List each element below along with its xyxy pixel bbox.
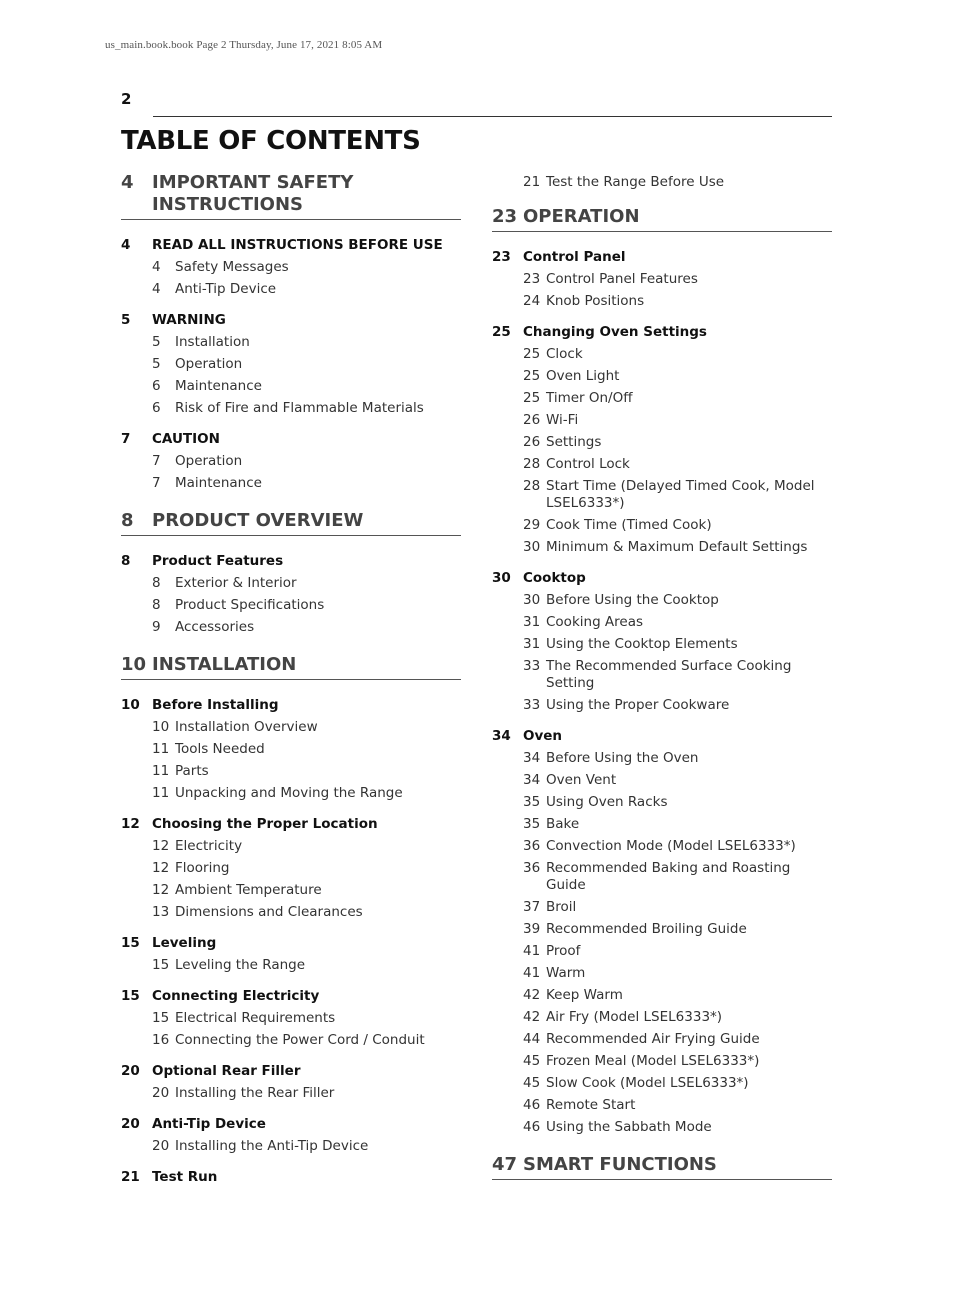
entry-page-number: 13 — [152, 903, 170, 920]
entry-page-number: 11 — [152, 740, 170, 757]
toc-entry[interactable] — [492, 453, 832, 475]
section-title: INSTALLATION — [152, 654, 297, 675]
toc-entry[interactable] — [492, 514, 832, 536]
group-title: Changing Oven Settings — [523, 324, 707, 340]
group-heading[interactable] — [492, 725, 832, 747]
toc-entry[interactable] — [492, 835, 832, 857]
entry-title: Convection Mode (Model LSEL6333*) — [546, 837, 796, 854]
toc-entry[interactable] — [121, 901, 461, 923]
entry-title: Operation — [175, 452, 243, 469]
entry-page-number: 4 — [152, 258, 161, 275]
toc-entry[interactable] — [492, 984, 832, 1006]
toc-entry[interactable] — [492, 1028, 832, 1050]
entry-title: Tools Needed — [175, 740, 265, 757]
toc-entry[interactable] — [492, 1072, 832, 1094]
toc-entry[interactable] — [121, 1135, 461, 1157]
group-heading[interactable] — [121, 694, 461, 716]
entry-title: Electricity — [175, 837, 243, 854]
entry-title: Clock — [546, 345, 583, 362]
group-heading[interactable] — [121, 1113, 461, 1135]
entry-title: Air Fry (Model LSEL6333*) — [546, 1008, 723, 1025]
group-heading[interactable] — [121, 428, 461, 450]
section-heading[interactable] — [121, 654, 461, 680]
section-title: IMPORTANT SAFETY INSTRUCTIONS — [152, 172, 354, 215]
toc-entry[interactable] — [121, 716, 461, 738]
entry-page-number: 6 — [152, 377, 161, 394]
entry-title: Accessories — [175, 618, 255, 635]
toc-entry[interactable] — [121, 1029, 461, 1051]
entry-title: Exterior & Interior — [175, 574, 297, 591]
group-page-number: 25 — [492, 324, 511, 340]
section-page-number: 10 — [121, 654, 147, 675]
toc-entry[interactable] — [492, 1094, 832, 1116]
entry-page-number: 26 — [523, 411, 541, 428]
entry-title: Product Specifications — [175, 596, 325, 613]
entry-page-number: 9 — [152, 618, 161, 635]
group-page-number: 4 — [121, 237, 131, 253]
entry-page-number: 42 — [523, 986, 541, 1003]
entry-page-number: 6 — [152, 399, 161, 416]
group-heading[interactable] — [121, 1060, 461, 1082]
group-heading[interactable] — [121, 309, 461, 331]
entry-page-number: 42 — [523, 1008, 541, 1025]
entry-title: Knob Positions — [546, 292, 645, 309]
entry-title: Dimensions and Clearances — [175, 903, 363, 920]
toc-entry[interactable] — [492, 611, 832, 633]
entry-page-number: 37 — [523, 898, 541, 915]
group-title: Cooktop — [523, 570, 586, 586]
entry-title: Proof — [546, 942, 581, 959]
section-title: SMART FUNCTIONS — [523, 1154, 717, 1175]
entry-page-number: 28 — [523, 477, 541, 494]
entry-page-number: 34 — [523, 771, 541, 788]
entry-page-number: 35 — [523, 793, 541, 810]
entry-title: Slow Cook (Model LSEL6333*) — [546, 1074, 749, 1091]
entry-page-number: 20 — [152, 1137, 170, 1154]
group-heading[interactable] — [492, 246, 832, 268]
toc-entry[interactable] — [492, 694, 832, 716]
entry-title: Risk of Fire and Flammable Materials — [175, 399, 424, 416]
toc-entry[interactable] — [492, 290, 832, 312]
group-heading[interactable] — [121, 234, 461, 256]
toc-group — [121, 813, 461, 923]
entry-page-number: 41 — [523, 964, 541, 981]
print-header: us_main.book.book Page 2 Thursday, June 17, 2021 8:05 AM — [105, 39, 383, 51]
entry-title: Recommended Air Frying Guide — [546, 1030, 760, 1047]
top-rule — [153, 116, 832, 117]
entry-title: Recommended Broiling Guide — [546, 920, 747, 937]
toc-entry[interactable] — [121, 572, 461, 594]
entry-title: Warm — [546, 964, 586, 981]
group-page-number: 15 — [121, 935, 140, 951]
entry-title: Installing the Rear Filler — [175, 1084, 335, 1101]
entry-page-number: 31 — [523, 635, 541, 652]
section-page-number: 4 — [121, 172, 134, 193]
toc-entry[interactable] — [492, 791, 832, 813]
toc-entry[interactable] — [492, 918, 832, 940]
entry-page-number: 5 — [152, 333, 161, 350]
entry-title: Using Oven Racks — [546, 793, 668, 810]
entry-title: Control Panel Features — [546, 270, 698, 287]
entry-page-number: 25 — [523, 367, 541, 384]
entry-page-number: 30 — [523, 538, 541, 555]
toc-entry[interactable] — [121, 256, 461, 278]
entry-page-number: 39 — [523, 920, 541, 937]
toc-entry[interactable] — [492, 940, 832, 962]
entry-page-number: 24 — [523, 292, 541, 309]
entry-title: Operation — [175, 355, 243, 372]
group-title: Control Panel — [523, 249, 626, 265]
entry-page-number: 25 — [523, 389, 541, 406]
entry-page-number: 44 — [523, 1030, 541, 1047]
group-title: Choosing the Proper Location — [152, 816, 378, 832]
group-title: READ ALL INSTRUCTIONS BEFORE USE — [152, 237, 443, 253]
entry-title: Using the Sabbath Mode — [546, 1118, 712, 1135]
entry-title: Timer On/Off — [546, 389, 633, 406]
entry-page-number: 20 — [152, 1084, 170, 1101]
group-page-number: 15 — [121, 988, 140, 1004]
toc-group — [121, 428, 461, 494]
group-title: Before Installing — [152, 697, 279, 713]
entry-page-number: 31 — [523, 613, 541, 630]
group-page-number: 5 — [121, 312, 131, 328]
toc-entry[interactable] — [121, 616, 461, 638]
toc-entry[interactable] — [492, 589, 832, 611]
group-page-number: 8 — [121, 553, 131, 569]
toc-entry[interactable] — [492, 409, 832, 431]
entry-page-number: 5 — [152, 355, 161, 372]
group-title: CAUTION — [152, 431, 220, 447]
entry-title: Minimum & Maximum Default Settings — [546, 538, 808, 555]
toc-entry[interactable] — [492, 343, 832, 365]
toc-entry[interactable] — [492, 268, 832, 290]
toc-group — [492, 567, 832, 716]
entry-page-number: 35 — [523, 815, 541, 832]
toc-entry[interactable] — [121, 954, 461, 976]
group-heading[interactable] — [121, 985, 461, 1007]
toc-entry[interactable] — [121, 760, 461, 782]
toc-entry[interactable] — [121, 1082, 461, 1104]
entry-title: Ambient Temperature — [175, 881, 322, 898]
group-page-number: 23 — [492, 249, 511, 265]
entry-title: Remote Start — [546, 1096, 636, 1113]
toc-entry[interactable] — [121, 331, 461, 353]
entry-title: Maintenance — [175, 474, 262, 491]
entry-page-number: 23 — [523, 270, 541, 287]
entry-page-number: 30 — [523, 591, 541, 608]
group-heading[interactable] — [492, 567, 832, 589]
toc-entry[interactable] — [492, 962, 832, 984]
entry-page-number: 45 — [523, 1052, 541, 1069]
toc-entry[interactable] — [492, 475, 832, 514]
entry-page-number: 8 — [152, 596, 161, 613]
group-heading[interactable] — [121, 1166, 461, 1188]
entry-title: Safety Messages — [175, 258, 289, 275]
toc-group — [492, 725, 832, 1138]
entry-page-number: 28 — [523, 455, 541, 472]
toc-entry[interactable] — [492, 1116, 832, 1138]
entry-title: Using the Cooktop Elements — [546, 635, 738, 652]
entry-title: Control Lock — [546, 455, 630, 472]
toc-entry[interactable] — [121, 738, 461, 760]
entry-title: Test the Range Before Use — [546, 174, 725, 190]
section-page-number: 23 — [492, 206, 518, 227]
section-title: OPERATION — [523, 206, 640, 227]
section-heading[interactable] — [121, 172, 461, 220]
entry-page-number: 15 — [152, 1009, 170, 1026]
entry-page-number: 29 — [523, 516, 541, 533]
section-heading[interactable] — [492, 206, 832, 232]
entry-page-number: 11 — [152, 784, 170, 801]
entry-page-number: 41 — [523, 942, 541, 959]
entry-page-number: 10 — [152, 718, 170, 735]
entry-title: Electrical Requirements — [175, 1009, 336, 1026]
toc-entry[interactable] — [121, 1007, 461, 1029]
group-heading[interactable] — [121, 813, 461, 835]
group-page-number: 20 — [121, 1116, 140, 1132]
entry-page-number: 11 — [152, 762, 170, 779]
toc-group — [121, 550, 461, 638]
entry-page-number: 15 — [152, 956, 170, 973]
entry-title: Maintenance — [175, 377, 262, 394]
toc-group — [492, 321, 832, 558]
entry-title: Frozen Meal (Model LSEL6333*) — [546, 1052, 760, 1069]
entry-page-number: 7 — [152, 452, 161, 469]
section-page-number: 47 — [492, 1154, 518, 1175]
toc-entry[interactable] — [492, 633, 832, 655]
entry-title: Connecting the Power Cord / Conduit — [175, 1031, 425, 1048]
entry-title: Installation Overview — [175, 718, 318, 735]
toc-entry[interactable] — [121, 472, 461, 494]
group-title: Product Features — [152, 553, 284, 569]
group-title: Connecting Electricity — [152, 988, 320, 1004]
entry-title: Using the Proper Cookware — [546, 696, 730, 713]
entry-title: Settings — [546, 433, 602, 450]
toc-entry[interactable] — [492, 857, 832, 896]
toc-entry[interactable] — [121, 879, 461, 901]
entry-title: Anti-Tip Device — [175, 280, 277, 297]
section-page-number: 8 — [121, 510, 134, 531]
group-page-number: 34 — [492, 728, 511, 744]
entry-title: Installing the Anti-Tip Device — [175, 1137, 369, 1154]
section-title: PRODUCT OVERVIEW — [152, 510, 364, 531]
section-heading[interactable] — [121, 510, 461, 536]
entry-title: Leveling the Range — [175, 956, 306, 973]
group-title: Anti-Tip Device — [152, 1116, 266, 1132]
toc-group — [121, 985, 461, 1051]
toc-entry[interactable] — [492, 387, 832, 409]
group-page-number: 12 — [121, 816, 140, 832]
entry-page-number: 12 — [152, 881, 170, 898]
toc-entry[interactable] — [492, 536, 832, 558]
toc-group — [121, 694, 461, 804]
toc-left-column — [121, 172, 461, 1197]
entry-page-number: 46 — [523, 1096, 541, 1113]
entry-page-number: 26 — [523, 433, 541, 450]
toc-entry[interactable] — [492, 365, 832, 387]
entry-title: The Recommended Surface Cooking Setting — [546, 657, 792, 691]
toc-entry[interactable] — [121, 594, 461, 616]
entry-page-number: 7 — [152, 474, 161, 491]
entry-page-number: 25 — [523, 345, 541, 362]
entry-title: Cooking Areas — [546, 613, 644, 630]
group-heading[interactable] — [121, 932, 461, 954]
entry-page-number: 33 — [523, 696, 541, 713]
entry-title: Recommended Baking and Roasting Guide — [546, 859, 791, 893]
toc-group — [121, 932, 461, 976]
toc-entry[interactable] — [492, 769, 832, 791]
toc-entry[interactable] — [492, 1050, 832, 1072]
toc-entry[interactable] — [492, 655, 832, 694]
entry-page-number: 12 — [152, 859, 170, 876]
page-number: 2 — [121, 90, 132, 108]
toc-entry[interactable] — [121, 353, 461, 375]
entry-page-number: 21 — [523, 174, 541, 190]
entry-title: Cook Time (Timed Cook) — [546, 516, 712, 533]
toc-entry[interactable] — [492, 1006, 832, 1028]
group-page-number: 7 — [121, 431, 131, 447]
toc-entry[interactable] — [121, 857, 461, 879]
toc-right-column — [492, 172, 832, 1194]
toc-entry[interactable] — [121, 397, 461, 419]
toc-group — [121, 1060, 461, 1104]
entry-title: Flooring — [175, 859, 230, 876]
toc-group — [492, 246, 832, 312]
group-title: WARNING — [152, 312, 226, 328]
toc-entry[interactable] — [121, 375, 461, 397]
entry-page-number: 33 — [523, 657, 541, 674]
entry-page-number: 8 — [152, 574, 161, 591]
entry-title: Oven Light — [546, 367, 620, 384]
entry-title: Bake — [546, 815, 580, 832]
toc-entry[interactable] — [492, 431, 832, 453]
entry-title: Unpacking and Moving the Range — [175, 784, 403, 801]
entry-page-number: 12 — [152, 837, 170, 854]
entry-title: Before Using the Cooktop — [546, 591, 719, 608]
page-title: TABLE OF CONTENTS — [121, 126, 421, 156]
group-title: Oven — [523, 728, 563, 744]
toc-group — [121, 309, 461, 419]
group-title: Optional Rear Filler — [152, 1063, 301, 1079]
group-title: Test Run — [152, 1169, 218, 1185]
toc-entry[interactable] — [492, 813, 832, 835]
toc-entry[interactable] — [121, 278, 461, 300]
entry-title: Oven Vent — [546, 771, 617, 788]
entry-page-number: 34 — [523, 749, 541, 766]
entry-page-number: 46 — [523, 1118, 541, 1135]
entry-title: Wi-Fi — [546, 411, 579, 428]
entry-page-number: 45 — [523, 1074, 541, 1091]
group-title: Leveling — [152, 935, 217, 951]
toc-entry[interactable] — [121, 450, 461, 472]
group-page-number: 21 — [121, 1169, 140, 1185]
entry-page-number: 4 — [152, 280, 161, 297]
entry-title: Keep Warm — [546, 986, 623, 1003]
entry-title: Installation — [175, 333, 250, 350]
group-page-number: 30 — [492, 570, 511, 586]
toc-entry[interactable] — [492, 172, 832, 192]
toc-entry[interactable] — [121, 782, 461, 804]
entry-title: Before Using the Oven — [546, 749, 699, 766]
section-heading[interactable] — [492, 1154, 832, 1180]
group-heading[interactable] — [121, 550, 461, 572]
entry-title: Broil — [546, 898, 577, 915]
toc-entry[interactable] — [492, 747, 832, 769]
entry-title: Parts — [175, 762, 209, 779]
group-heading[interactable] — [492, 321, 832, 343]
toc-entry[interactable] — [121, 835, 461, 857]
entry-page-number: 16 — [152, 1031, 170, 1048]
entry-page-number: 36 — [523, 837, 541, 854]
toc-group — [121, 1113, 461, 1157]
toc-group — [121, 1166, 461, 1188]
group-page-number: 10 — [121, 697, 140, 713]
entry-title: Start Time (Delayed Timed Cook, Model LSEL6333*) — [546, 477, 815, 511]
entry-page-number: 36 — [523, 859, 541, 876]
toc-group — [121, 234, 461, 300]
toc-entry[interactable] — [492, 896, 832, 918]
group-page-number: 20 — [121, 1063, 140, 1079]
